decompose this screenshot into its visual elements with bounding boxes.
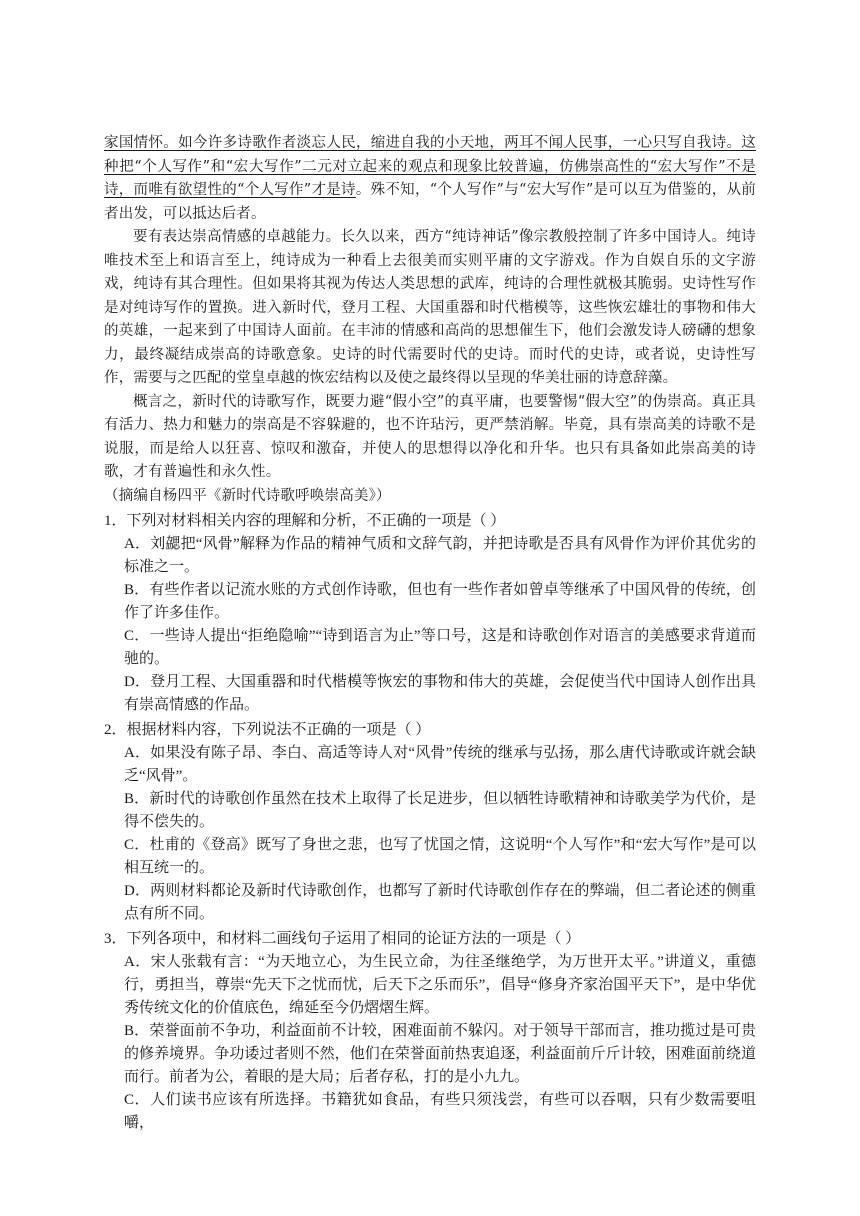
option-a: A．宋人张载有言：“为天地立心，为生民立命，为往圣继绝学，为万世开太平。”讲道义，重德行，勇担当，尊崇“先天下之忧而忧，后天下之乐而乐”，倡导“修身齐家治国平天下”，是中华优秀传统文化的价值底色，绵延至今仍熠熠生辉。 xyxy=(124,954,756,1016)
passage-paragraph-2: 要有表达崇高情感的卓越能力。长久以来，西方“纯诗神话”像宗教般控制了许多中国诗人。纯诗唯技术至上和语言至上，纯诗成为一种看上去很美而实则平庸的文字游戏。作为自娱自乐的文字游戏，纯诗有其合理性。但如果将其视为传达人类思想的武库，纯诗的合理性就极其脆弱。史诗性写作是对纯诗写作的置换。进入新时代，登月工程、大国重器和时代楷模等，这些恢宏雄壮的事物和伟大的英雄，一起来到了中国诗人面前。在丰沛的情感和高尚的思想催生下，他们会激发诗人磅礴的想象力，最终凝结成崇高的诗歌意象。史诗的时代需要时代的史诗。而时代的史诗，或者说，史诗性写作，需要与之匹配的堂皇卓越的恢宏结构以及使之最终得以呈现的华美壮丽的诗意辞藻。 xyxy=(104,229,756,386)
option-b: B．有些作者以记流水账的方式创作诗歌，但也有一些作者如曾卓等继承了中国风骨的传统，创作了许多佳作。 xyxy=(124,582,756,621)
passage-paragraph-1 xyxy=(104,132,756,226)
reading-passage xyxy=(104,132,756,508)
question-2 xyxy=(104,719,756,926)
question-stem: 2．根据材料内容，下列说法不正确的一项是（ ） xyxy=(104,722,431,738)
option-c: C．杜甫的《登高》既写了身世之悲，也写了忧国之情，这说明“个人写作”和“宏大写作”是可以相互统一的。 xyxy=(124,837,756,876)
option-d: D．登月工程、大国重器和时代楷模等恢宏的事物和伟大的英雄，会促使当代中国诗人创作出具有崇高情感的作品。 xyxy=(124,674,756,713)
option-c: C．一些诗人提出“拒绝隐喻”“诗到语言为止”等口号，这是和诗歌创作对语言的美感要求背道而驰的。 xyxy=(124,628,756,667)
question-stem: 1．下列对材料相关内容的理解和分析，不正确的一项是（ ） xyxy=(104,513,506,529)
question-1 xyxy=(104,510,756,717)
question-3 xyxy=(104,928,756,1135)
option-b: B．荣誉面前不争功，利益面前不计较，困难面前不躲闪。对于领导干部而言，推功揽过是可贵的修养境界。争功诿过者则不然，他们在荣誉面前热衷追逐，利益面前斤斤计较，困难面前绕道而行。前者为公，着眼的是大局；后者存私，打的是小九九。 xyxy=(124,1023,756,1085)
underlined-sentence: 家国情怀。如今许多诗歌作者淡忘人民，缩进自我的小天地，两耳不闻人民事，一心只写自我诗。这种把“个人写作”和“宏大写作”二元对立起来的观点和现象比较普遍，仿佛崇高性的“宏大写作”不是诗，而唯有欲望性的“个人写作”才是诗 xyxy=(104,135,756,198)
passage-paragraph-3: 概言之，新时代的诗歌写作，既要力避“假小空”的真平庸，也要警惕“假大空”的伪崇高。真正具有活力、热力和魅力的崇高是不容躲避的，也不许玷污，更严禁消解。毕竟，具有崇高美的诗歌不是说服，而是给人以狂喜、惊叹和激奋，并使人的思想得以净化和升华。也只有具备如此崇高美的诗歌，才有普遍性和永久性。 xyxy=(104,393,756,480)
option-a: A．如果没有陈子昂、李白、高适等诗人对“风骨”传统的继承与弘扬，那么唐代诗歌或许就会缺乏“风骨”。 xyxy=(124,745,756,784)
option-c: C．人们读书应该有所选择。书籍犹如食品，有些只须浅尝，有些可以吞咽，只有少数需要咀嚼， xyxy=(124,1092,756,1131)
question-stem: 3．下列各项中，和材料二画线句子运用了相同的论证方法的一项是（ ） xyxy=(104,931,581,947)
option-b: B．新时代的诗歌创作虽然在技术上取得了长足进步，但以牺牲诗歌精神和诗歌美学为代价，是得不偿失的。 xyxy=(124,791,756,830)
option-a: A．刘勰把“风骨”解释为作品的精神气质和文辞气韵，并把诗歌是否具有风骨作为评价其优劣的标准之一。 xyxy=(124,536,756,575)
option-d: D．两则材料都论及新时代诗歌创作，也都写了新时代诗歌创作存在的弊端，但二者论述的侧重点有所不同。 xyxy=(124,883,756,922)
passage-source: （摘编自杨四平《新时代诗歌呼唤崇高美》） xyxy=(104,487,391,504)
exam-page xyxy=(104,132,756,1135)
passage-paragraph-1-rest: 。殊不知，“个人写作”与“宏大写作”是可以互为借鉴的，从前者出发，可以抵达后者。 xyxy=(104,182,756,222)
